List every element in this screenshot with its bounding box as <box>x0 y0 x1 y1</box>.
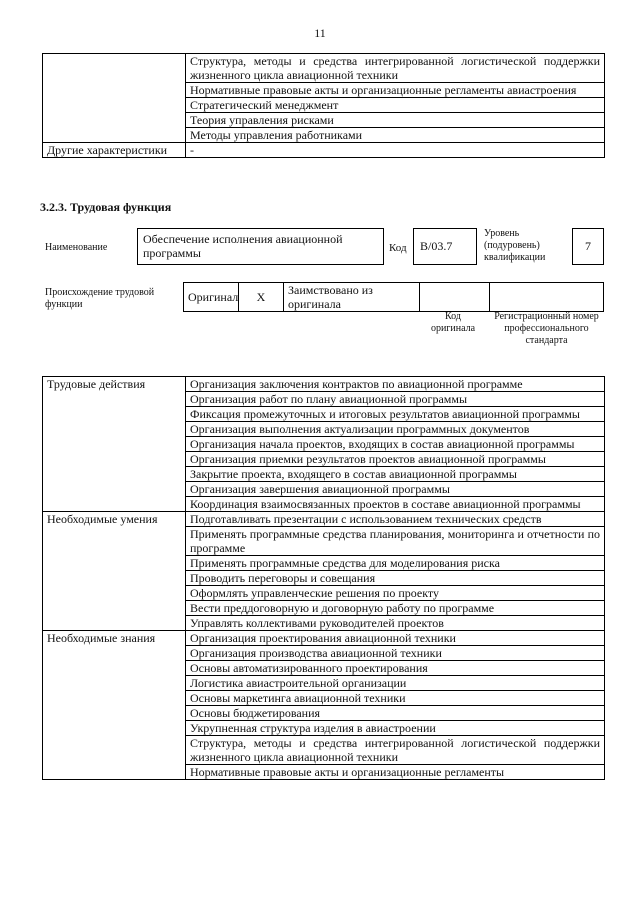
origin-label: Происхождение трудовой функции <box>45 287 155 310</box>
group-label: Необходимые умения <box>43 512 186 631</box>
code-label: Код <box>389 242 407 254</box>
table-row <box>43 377 605 392</box>
top-table-item: Структура, методы и средства интегрированной логистической поддержки жизненного цикла авиационной техники <box>186 54 605 83</box>
group-item: Укрупненная структура изделия в авиастроении <box>186 721 605 736</box>
table-row <box>43 54 605 83</box>
table-row <box>43 143 605 158</box>
group-item: Организация выполнения актуализации программных документов <box>186 422 605 437</box>
code-original-label: Код оригинала <box>430 311 476 334</box>
level-value: 7 <box>585 239 591 253</box>
function-name-value: Обеспечение исполнения авиационной программы <box>143 232 343 260</box>
borrowed-label: Заимствовано из оригинала <box>284 283 420 312</box>
group-item: Логистика авиастроительной организации <box>186 676 605 691</box>
group-item: Управлять коллективами руководителей проектов <box>186 616 605 631</box>
group-item: Основы автоматизированного проектирования <box>186 661 605 676</box>
group-item: Применять программные средства для моделирования риска <box>186 556 605 571</box>
top-table-item: Нормативные правовые акты и организационные регламенты авиастроения <box>186 83 605 98</box>
section-title: 3.2.3. Трудовая функция <box>40 200 172 214</box>
group-item: Основы маркетинга авиационной техники <box>186 691 605 706</box>
table-row <box>184 283 604 312</box>
page-number: 11 <box>314 26 326 40</box>
reg-number-cell <box>490 283 604 312</box>
code-original-cell <box>420 283 490 312</box>
original-mark: X <box>239 283 284 312</box>
group-item: Организация приемки результатов проектов авиационной программы <box>186 452 605 467</box>
other-characteristics-value: - <box>186 143 605 158</box>
code-value: B/03.7 <box>420 239 453 253</box>
group-item: Проводить переговоры и совещания <box>186 571 605 586</box>
top-table-item: Теория управления рисками <box>186 113 605 128</box>
group-item: Оформлять управленческие решения по проекту <box>186 586 605 601</box>
other-characteristics-label: Другие характеристики <box>43 143 186 158</box>
group-item: Применять программные средства планирования, мониторинга и отчетности по программе <box>186 527 605 556</box>
group-item: Координация взаимосвязанных проектов в составе авиационной программы <box>186 497 605 512</box>
group-item: Структура, методы и средства интегрированной логистической поддержки жизненного цикла авиационной техники <box>186 736 605 765</box>
top-table-item: Методы управления работниками <box>186 128 605 143</box>
group-item: Закрытие проекта, входящего в состав авиационной программы <box>186 467 605 482</box>
group-label: Необходимые знания <box>43 631 186 780</box>
level-box <box>572 228 604 265</box>
top-knowledge-table <box>42 53 605 158</box>
group-item: Организация завершения авиационной программы <box>186 482 605 497</box>
level-label: Уровень (подуровень) квалификации <box>484 228 546 263</box>
group-item: Организация производства авиационной техники <box>186 646 605 661</box>
origin-table <box>183 282 604 312</box>
group-item: Нормативные правовые акты и организационные регламенты <box>186 765 605 780</box>
table-row <box>43 512 605 527</box>
group-item: Подготавливать презентации с использованием технических средств <box>186 512 605 527</box>
original-label: Оригинал <box>184 283 239 312</box>
group-item: Основы бюджетирования <box>186 706 605 721</box>
group-item: Фиксация промежуточных и итоговых результатов авиационной программы <box>186 407 605 422</box>
top-table-item: Стратегический менеджмент <box>186 98 605 113</box>
reg-number-label: Регистрационный номер профессионального стандарта <box>494 311 599 346</box>
group-item: Организация работ по плану авиационной программы <box>186 392 605 407</box>
labor-function-table <box>42 376 605 780</box>
group-item: Организация заключения контрактов по авиационной программе <box>186 377 605 392</box>
function-name-box <box>137 228 384 265</box>
table-row <box>43 631 605 646</box>
name-label: Наименование <box>45 242 108 253</box>
group-item: Организация проектирования авиационной техники <box>186 631 605 646</box>
code-box <box>413 228 477 265</box>
top-table-empty-label-cell <box>43 54 186 143</box>
group-label: Трудовые действия <box>43 377 186 512</box>
group-item: Вести преддоговорную и договорную работу по программе <box>186 601 605 616</box>
group-item: Организация начала проектов, входящих в состав авиационной программы <box>186 437 605 452</box>
